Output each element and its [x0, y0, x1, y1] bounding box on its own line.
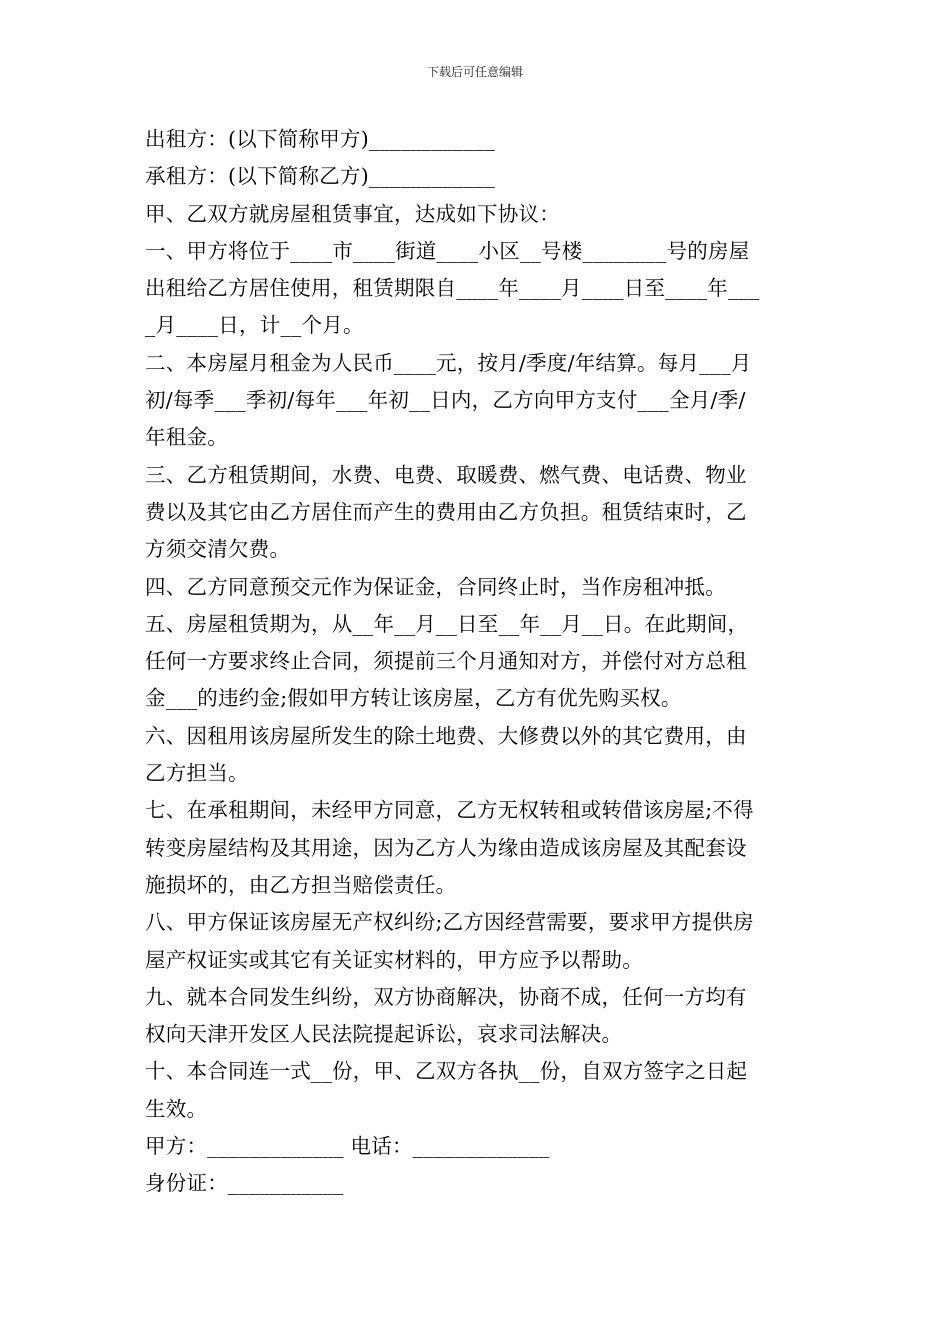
clause-8-line-1: 八、甲方保证该房屋无产权纠纷;乙方因经营需要，要求甲方提供房: [145, 910, 754, 935]
clause-7-line-3: 施损坏的，由乙方担当赔偿责任。: [145, 872, 457, 897]
lessee-line: 承租方：(以下简称乙方)____________: [145, 164, 495, 189]
clause-7-line-1: 七、在承租期间，未经甲方同意，乙方无权转租或转借该房屋;不得: [145, 798, 754, 823]
clause-5-line-1: 五、房屋租赁期为，从__年__月__日至__年__月__日。在此期间，: [145, 611, 749, 636]
clause-1-line-3: _月____日，计__个月。: [145, 313, 364, 338]
clause-3-line-2: 费以及其它由乙方居住而产生的费用由乙方负担。租赁结束时，乙: [145, 499, 747, 524]
party-a-signature-line: 甲方：_____________ 电话：_____________: [145, 1134, 550, 1159]
lessor-line: 出租方：(以下简称甲方)____________: [145, 127, 495, 151]
page-header-note: 下载后可任意编辑: [426, 65, 523, 79]
clause-6-line-2: 乙方担当。: [145, 761, 249, 786]
clause-10-line-1: 十、本合同连一式__份，甲、乙双方各执__份，自双方签字之日起: [145, 1059, 748, 1084]
clause-3-line-1: 三、乙方租赁期间，水费、电费、取暖费、燃气费、电话费、物业: [145, 462, 747, 487]
agreement-intro: 甲、乙双方就房屋租赁事宜，达成如下协议：: [145, 201, 560, 226]
clause-8-line-2: 屋产权证实或其它有关证实材料的，甲方应予以帮助。: [145, 947, 643, 972]
clause-9-line-1: 九、就本合同发生纠纷，双方协商解决，协商不成，任何一方均有: [145, 984, 747, 1009]
clause-10-line-2: 生效。: [145, 1096, 208, 1121]
clause-5-line-2: 任何一方要求终止合同，须提前三个月通知对方，并偿付对方总租: [145, 649, 747, 674]
contract-body: [145, 121, 810, 1203]
clause-1-line-2: 出租给乙方居住使用，租赁期限自____年____月____日至____年___: [145, 276, 760, 301]
clause-4-line-1: 四、乙方同意预交元作为保证金，合同终止时，当作房租冲抵。: [145, 574, 726, 599]
clause-2-line-1: 二、本房屋月租金为人民币____元，按月/季度/年结算。每月___月: [145, 350, 752, 375]
clause-6-line-1: 六、因租用该房屋所发生的除土地费、大修费以外的其它费用，由: [145, 723, 747, 748]
clause-1-line-1: 一、甲方将位于____市____街道____小区__号楼________号的房屋: [145, 238, 750, 263]
id-card-line: 身份证：___________: [145, 1171, 344, 1196]
clause-9-line-2: 权向天津开发区人民法院提起诉讼，哀求司法解决。: [145, 1022, 623, 1047]
clause-3-line-3: 方须交清欠费。: [145, 537, 291, 562]
clause-2-line-3: 年租金。: [145, 425, 228, 450]
clause-5-line-3: 金___的违约金;假如甲方转让该房屋，乙方有优先购买权。: [145, 686, 682, 711]
clause-2-line-2: 初/每季___季初/每年___年初__日内，乙方向甲方支付___全月/季/: [145, 388, 746, 413]
clause-7-line-2: 转变房屋结构及其用途，因为乙方人为缘由造成该房屋及其配套设: [145, 835, 747, 860]
